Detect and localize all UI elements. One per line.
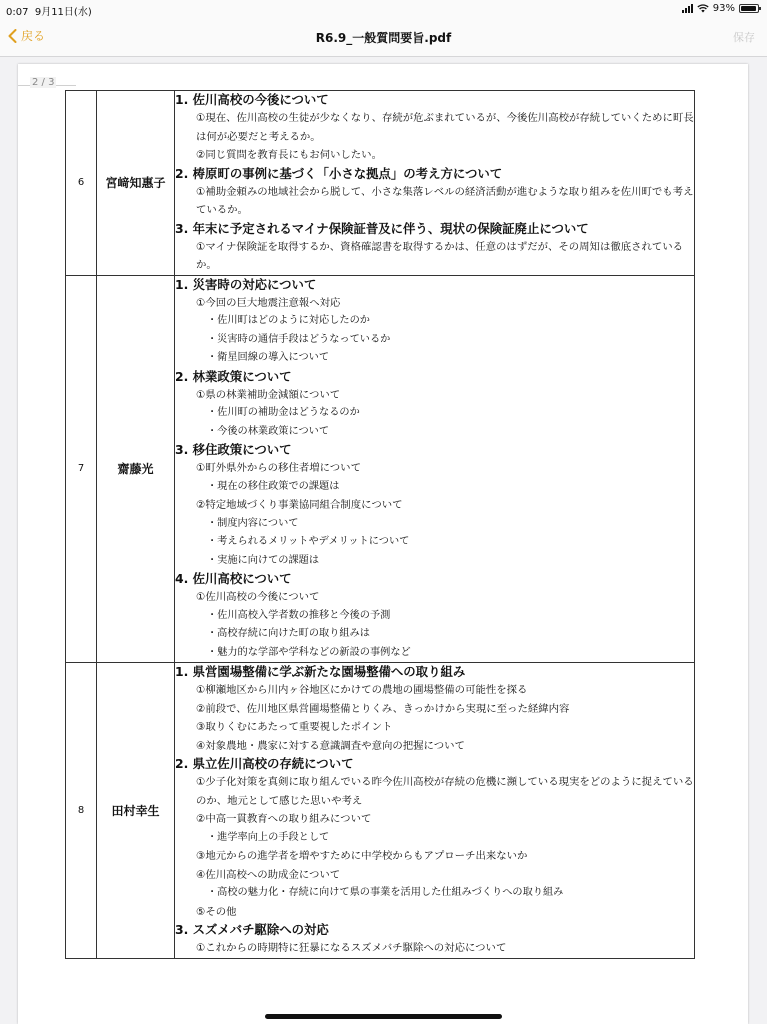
sub-question: ①町外県外からの移住者増について (196, 462, 361, 474)
row-number: 6 (66, 91, 97, 276)
sub-question: ③取りくむにあたって重要視したポイント (196, 721, 393, 733)
sub-question: ①補助金頼みの地域社会から脱して、小さな集落レベルの経済活動が進むような取り組みを佐川町でも考えているか。 (196, 185, 694, 216)
bullet-item: ・今後の林業政策について (207, 425, 330, 437)
page-indicator: 2 / 3 (32, 77, 55, 88)
questioner-name: 田村幸生 (97, 663, 175, 959)
sub-question: ②中高一貫教育への取り組みについて (196, 813, 372, 825)
status-time: 0:07 (6, 7, 29, 18)
status-indicators (682, 3, 759, 14)
sub-question: ①現在、佐川高校の生徒が少なくなり、存続が危ぶまれているが、今後佐川高校が存続していくために町長は何が必要だと考えるか。 (196, 112, 694, 143)
bullet-item: ・魅力的な学部や学科などの新設の事例など (207, 646, 411, 658)
status-date: 9月11日(水) (34, 7, 92, 18)
table-row (66, 275, 695, 663)
topic-title: 2. 県立佐川高校の存続について (175, 756, 354, 771)
back-label: 戻る (21, 29, 46, 43)
sub-question: ①マイナ保険証を取得するか、資格確認書を取得するかは、任意のはずだが、その周知は徹底されているか。 (196, 240, 684, 271)
questions-table (65, 90, 695, 959)
sub-question: ①これからの時期特に狂暴になるスズメバチ駆除への対応について (196, 942, 507, 954)
topic-title: 3. 年末に予定されるマイナ保険証普及に伴う、現状の保険証廃止について (175, 220, 589, 236)
sub-question: ①佐川高校の今後について (196, 591, 320, 603)
sub-question: ②同じ質問を教育長にもお伺いしたい。 (196, 149, 382, 161)
question-topics (175, 663, 695, 959)
bullet-item: ・災害時の通信手段はどうなっているか (207, 333, 391, 345)
status-time-date (6, 3, 92, 18)
sub-question: ①少子化対策を真剣に取り組んでいる昨今佐川高校が存続の危機に瀕している現実をどのように捉えているのか、地元として感じた思いや考え (196, 776, 694, 807)
battery-icon (739, 4, 759, 13)
sub-question: ①県の林業補助金減額について (196, 388, 341, 401)
bullet-item: ・制度内容について (207, 517, 299, 529)
document-title: R6.9_一般質問要旨.pdf (315, 31, 452, 45)
sub-question: ①柳瀬地区から川内ヶ谷地区にかけての農地の圃場整備の可能性を探る (196, 684, 528, 696)
save-button[interactable]: 保存 (733, 31, 755, 44)
bullet-item: ・進学率向上の手段として (207, 831, 330, 843)
topic-title: 3. スズメバチ駆除への対応 (175, 922, 329, 937)
bullet-item: ・佐川高校入学者数の推移と今後の予測 (207, 609, 391, 621)
topic-title: 1. 佐川高校の今後について (175, 92, 329, 107)
topic-title: 2. 梼原町の事例に基づく「小さな拠点」の考え方について (175, 165, 503, 181)
wifi-icon (697, 4, 709, 13)
topic-title: 1. 災害時の対応について (175, 276, 317, 292)
nav-bar (0, 18, 767, 57)
bullet-item: ・高校存続に向けた町の取り組みは (207, 628, 370, 639)
topic-title: 2. 林業政策について (175, 368, 292, 384)
signal-icon (682, 4, 693, 13)
question-topics (175, 91, 695, 276)
topic-title: 4. 佐川高校について (175, 571, 292, 586)
sub-question: ④佐川高校への助成金について (196, 868, 341, 881)
sub-question: ②特定地域づくり事業協同組合制度について (196, 499, 403, 511)
sub-question: ①今回の巨大地震注意報へ対応 (196, 296, 341, 309)
table-row (66, 91, 695, 276)
bullet-item: ・佐川町の補助金はどうなるのか (207, 407, 360, 418)
bullet-item: ・考えられるメリットやデメリットについて (207, 536, 410, 547)
table-row (66, 663, 695, 959)
topic-title: 1. 県営園場整備に学ぶ新たな園場整備への取り組み (175, 664, 466, 679)
home-indicator[interactable] (265, 1014, 502, 1019)
questioner-name: 宮﨑知惠子 (97, 91, 175, 276)
bullet-item: ・佐川町はどのように対応したのか (207, 315, 370, 326)
status-bar (0, 0, 767, 18)
bullet-item: ・実施に向けての課題は (207, 554, 320, 566)
questioner-name: 齋藤光 (97, 275, 175, 663)
bullet-item: ・高校の魅力化・存続に向けて県の事業を活用した仕組みづくりへの取り組み (207, 887, 564, 898)
battery-percent: 93% (712, 3, 735, 14)
bullet-item: ・衛星回線の導入について (207, 352, 330, 363)
sub-question: ②前段で、佐川地区県営圃場整備とりくみ、きっかけから実現に至った経緯内容 (196, 702, 570, 715)
sub-question: ④対象農地・農家に対する意識調査や意向の把握について (196, 739, 465, 752)
sub-question: ③地元からの進学者を増やすために中学校からもアプローチ出来ないか (196, 850, 528, 862)
topic-title: 3. 移住政策について (175, 442, 292, 457)
sub-question: ⑤その他 (196, 905, 237, 918)
question-topics (175, 275, 695, 663)
row-number: 8 (66, 663, 97, 959)
row-number: 7 (66, 275, 97, 663)
bullet-item: ・現在の移住政策での課題は (207, 480, 340, 492)
